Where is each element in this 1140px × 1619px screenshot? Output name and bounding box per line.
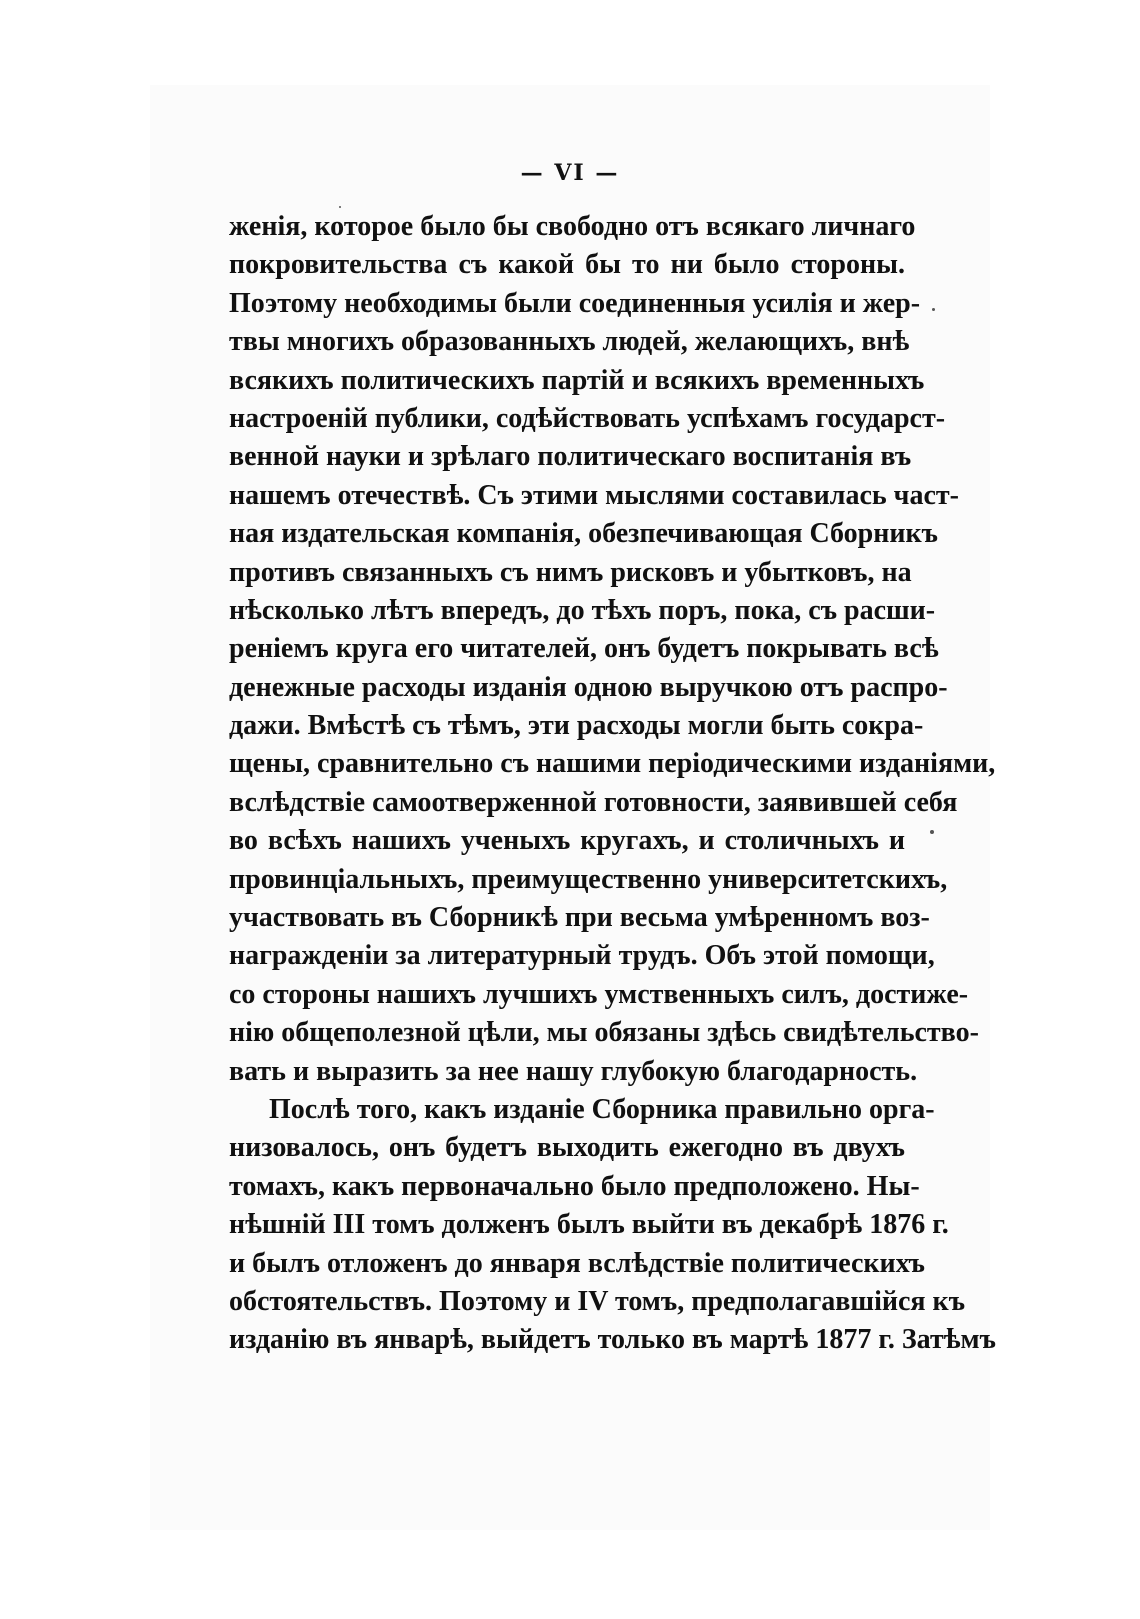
text-line: ная издательская компанія, обезпечивающая Сборникъ [229,518,938,550]
text-line: изданію въ январѣ, выйдетъ только въ мартѣ 1877 г. Затѣмъ [229,1324,996,1356]
scan-speck [339,206,341,208]
text-line: противъ связанныхъ съ нимъ рисковъ и убытковъ, на [229,556,912,588]
text-line: вать и выразить за нее нашу глубокую благодарность. [229,1055,918,1087]
text-line: настроеній публики, содѣйствовать успѣхамъ государст- [229,402,946,434]
page-number: — VI — [520,160,620,186]
text-line: реніемъ круга его читателей, онъ будетъ покрывать всѣ [229,633,939,665]
text-line: со стороны нашихъ лучшихъ умственныхъ силъ, достиже- [229,978,969,1010]
text-line: нѣсколько лѣтъ впередъ, до тѣхъ поръ, пока, съ расши- [229,594,936,626]
text-line: и былъ отложенъ до января вслѣдствіе политическихъ [229,1247,925,1279]
text-line: твы многихъ образованныхъ людей, желающихъ, внѣ [229,326,910,358]
scan-speck [930,830,934,834]
text-line: Поэтому необходимы были соединенныя усилія и жер- [229,287,921,319]
text-line: во всѣхъ нашихъ ученыхъ кругахъ, и столичныхъ и [229,825,905,857]
text-line: обстоятельствъ. Поэтому и IV томъ, предполагавшійся къ [229,1285,966,1317]
text-line: покровительства съ какой бы то ни было стороны. [229,249,905,281]
text-line: низовалось, онъ будетъ выходить ежегодно въ двухъ [229,1132,905,1164]
text-line: нѣшній III томъ долженъ былъ выйти въ декабрѣ 1876 г. [229,1209,949,1241]
text-line: Послѣ того, какъ изданіе Сборника правильно орга- [269,1093,935,1125]
text-line: нашемъ отечествѣ. Съ этими мыслями составилась част- [229,479,959,511]
text-line: провинціальныхъ, преимущественно университетскихъ, [229,863,948,895]
text-line: томахъ, какъ первоначально было предположено. Ны- [229,1170,920,1202]
text-line: всякихъ политическихъ партій и всякихъ временныхъ [229,364,925,396]
text-line: вслѣдствіе самоотверженной готовности, заявившей себя [229,786,958,818]
text-line: женія, которое было бы свободно отъ всякаго личнаго [229,211,916,242]
text-line: нію общеполезной цѣли, мы обязаны здѣсь свидѣтельство- [229,1017,979,1049]
text-line: награжденіи за литературный трудъ. Объ этой помощи, [229,940,935,972]
text-line: участвовать въ Сборникѣ при весьма умѣренномъ воз- [229,902,930,934]
text-line: щены, сравнительно съ нашими періодическими изданіями, [229,748,996,780]
text-line: дажи. Вмѣстѣ съ тѣмъ, эти расходы могли быть сокра- [229,710,924,742]
scan-speck [932,308,935,311]
text-line: денежные расходы изданія одною выручкою отъ распро- [229,671,948,703]
text-line: венной науки и зрѣлаго политическаго воспитанія въ [229,441,912,473]
body-text [229,208,996,1360]
